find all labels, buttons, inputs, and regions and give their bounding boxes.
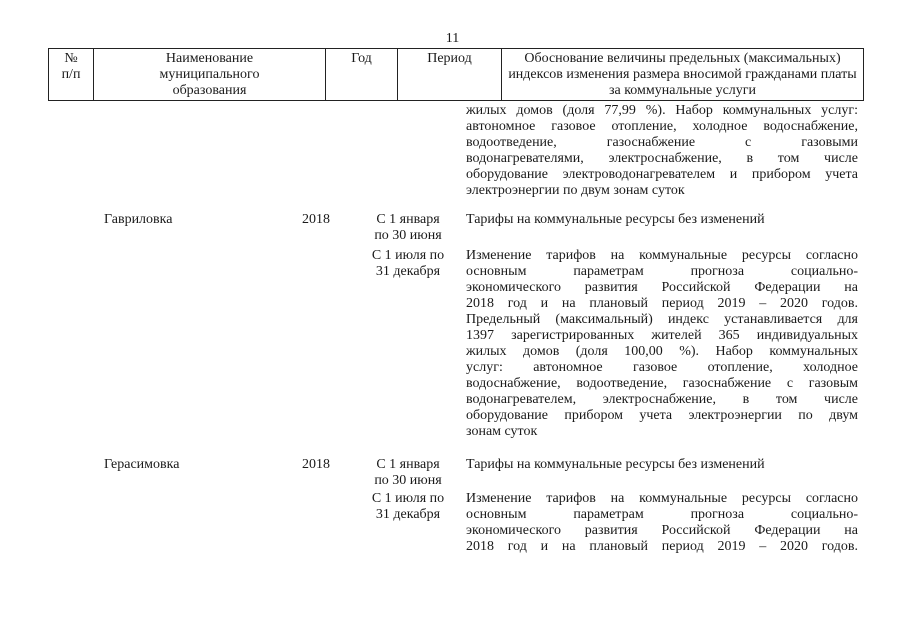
continuation-text: жилых домов (доля 77,99 %). Набор коммунальных услуг: автономное газовое отопление, холодное водоснабжение, водоотведение, газоснабжение с газовыми водонагревателями, электроснабжение, в том числе оборудование электроводонагревателем и прибором учета электроэнергии по двум зонам суток [466,103,858,198]
row-1-basis-1: Тарифы на коммунальные ресурсы без изменений [466,212,765,227]
row-1-period-2: С 1 июля по 31 декабря [371,248,445,279]
header-number: № п/п [61,51,81,82]
row-1-municipality: Гавриловка [104,212,173,227]
row-2-period-2: С 1 июля по 31 декабря [371,491,445,522]
row-2-year: 2018 [302,457,330,472]
row-2-period-1: С 1 января по 30 июня [374,457,442,488]
header-municipality: Наименование муниципального образования [93,49,325,100]
row-2-basis-1: Тарифы на коммунальные ресурсы без изменений [466,457,765,472]
row-2-municipality: Герасимовка [104,457,180,472]
row-2-basis-2: Изменение тарифов на коммунальные ресурсы согласно основным параметрам прогноза социально- экономического развития Российской Федерации на 2018 год и на плановый период 2019 – 2020 годов. [466,491,858,554]
row-1-year: 2018 [302,212,330,227]
page-number: 11 [445,31,460,46]
table-header [48,48,864,101]
header-period: Период [397,49,501,100]
header-basis: Обоснование величины предельных (максимальных) индексов изменения размера вносимой гражданами платы за коммунальные услуги [501,49,863,100]
header-year: Год [325,49,397,100]
row-1-basis-2: Изменение тарифов на коммунальные ресурсы согласно основным параметрам прогноза социально- экономического развития Российской Федерации на 2018 год и на плановый период 2019 – 2020 годов. Предельный (максимальный) индекс устанавливается для 1397 зарегистрированных жителей 365 индивидуальных жилых домов (доля 100,00 %). Набор коммунальных услуг: автономное газовое отопление, холодное водоснабжение, водоотведение, газоснабжение с газовым водонагревателем, электроснабжение, в том числе оборудование прибором учета электроэнергии по двум зонам суток [466,248,858,439]
row-1-period-1: С 1 января по 30 июня [374,212,442,243]
